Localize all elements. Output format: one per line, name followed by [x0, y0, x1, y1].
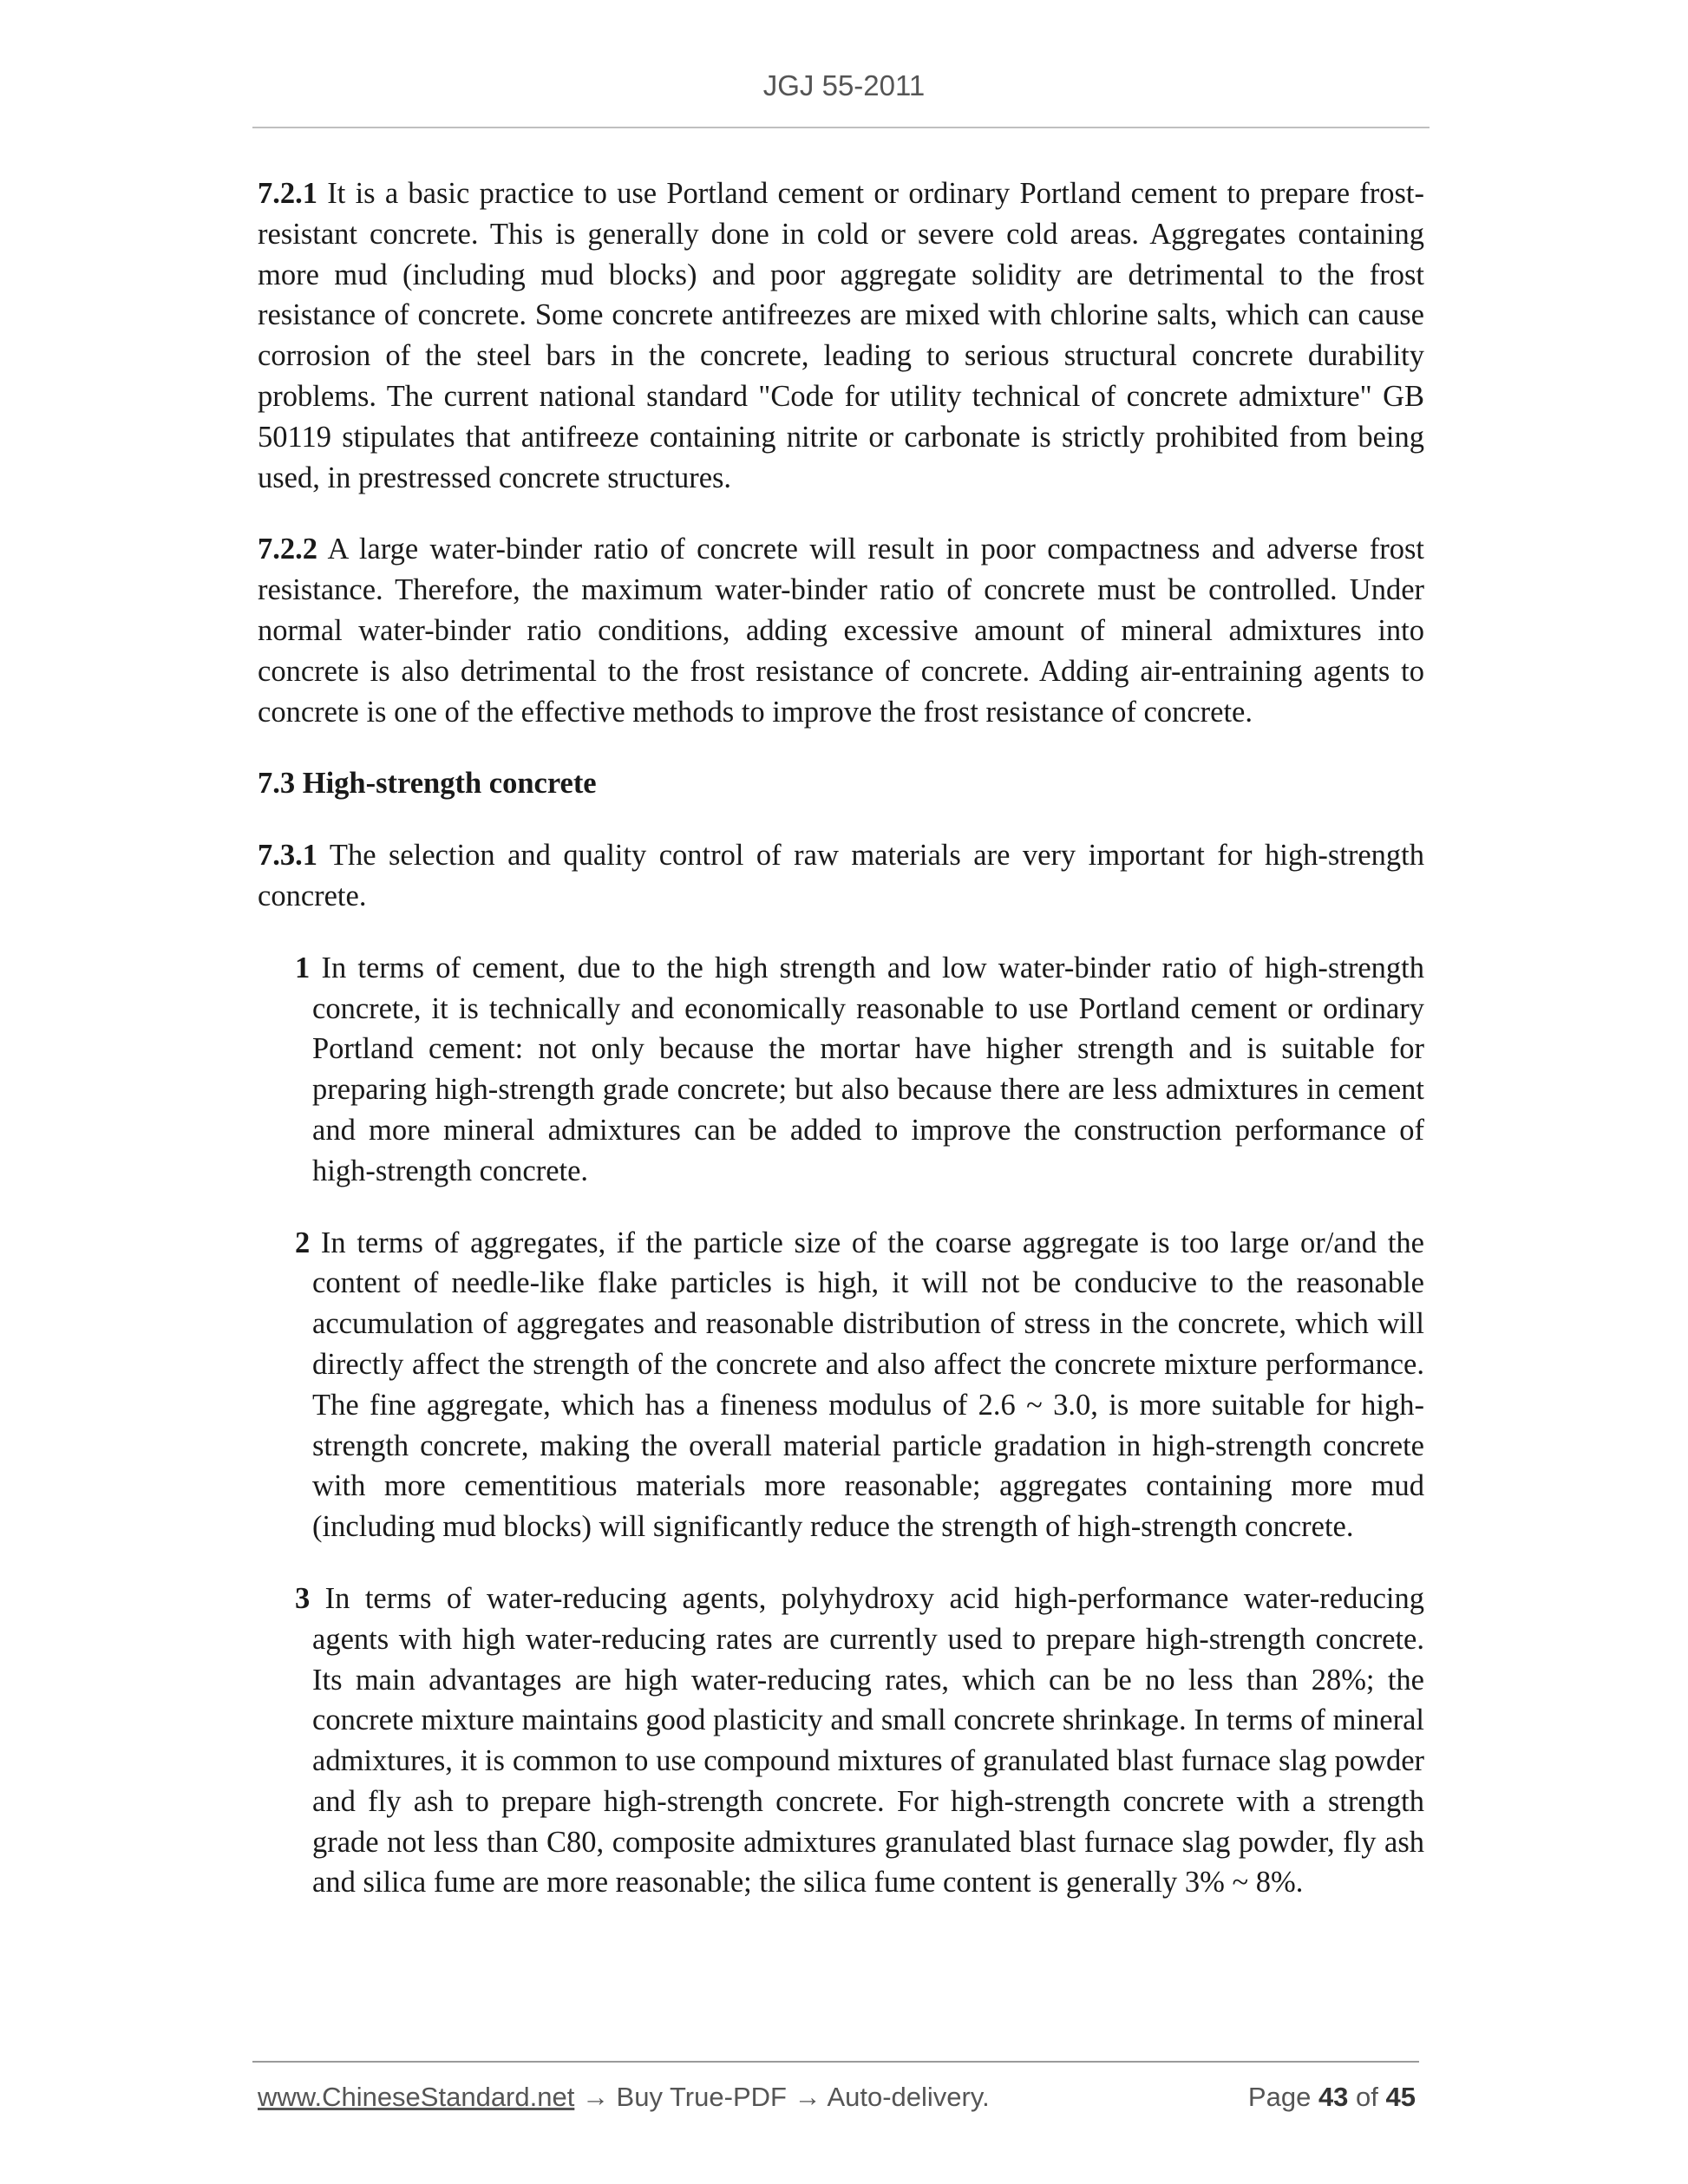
- footer-tagline: → Buy True-PDF → Auto-delivery.: [574, 2082, 990, 2112]
- page-total: 45: [1385, 2082, 1416, 2112]
- footer-divider: [252, 2061, 1419, 2063]
- website-link[interactable]: www.ChineseStandard.net: [258, 2082, 575, 2112]
- clause-number: 7.2.1: [258, 177, 317, 210]
- page-number: [1248, 2082, 1416, 2113]
- list-item-3: [295, 1579, 1424, 1903]
- clause-number: 7.2.2: [258, 533, 317, 566]
- page-current: 43: [1318, 2082, 1349, 2112]
- page-of-label: of: [1348, 2082, 1386, 2112]
- section-heading-7-3: 7.3 High-strength concrete: [258, 767, 597, 801]
- document-body: [258, 173, 1424, 1934]
- item-number: 1: [295, 951, 311, 984]
- item-number: 2: [295, 1226, 311, 1259]
- clause-text: It is a basic practice to use Portland cement or ordinary Portland cement to prepare frost-resistant concrete. This is generally done in cold or severe cold areas. Aggregates containing more mud (including mud blocks) and poor aggregate solidity are detrimental to the frost resistance of concrete. Some concrete antifreezes are mixed with chlorine salts, which can cause corrosion of the steel bars in the concrete, leading to serious structural concrete durability problems. The current national standard "Code for utility technical of concrete admixture" GB 50119 stipulates that antifreeze containing nitrite or carbonate is strictly prohibited from being used, in prestressed concrete structures.: [258, 177, 1424, 494]
- clause-text: A large water-binder ratio of concrete will result in poor compactness and adverse frost resistance. Therefore, the maximum water-binder ratio of concrete must be controlled. Under normal water-binder ratio conditions, adding excessive amount of mineral admixtures into concrete is also detrimental to the frost resistance of concrete. Adding air-entraining agents to concrete is one of the effective methods to improve the frost resistance of concrete.: [258, 533, 1424, 729]
- clause-number: 7.3.1: [258, 839, 317, 873]
- page-label: Page: [1247, 2082, 1318, 2112]
- header-divider: [252, 127, 1430, 128]
- clause-7-2-2: [258, 529, 1424, 732]
- item-text: In terms of water-reducing agents, polyhydroxy acid high-performance water-reducing agents with high water-reducing rates are currently used to prepare high-strength concrete. Its main advantages are high water-reducing rates, which can be no less than 28%; the concrete mixture maintains good plasticity and small concrete shrinkage. In terms of mineral admixtures, it is common to use compound mixtures of granulated blast furnace slag powder and fly ash to prepare high-strength concrete. For high-strength concrete with a strength grade not less than C80, composite admixtures granulated blast furnace slag powder, fly ash and silica fume are more reasonable; the silica fume content is generally 3% ~ 8%.: [310, 1581, 1424, 1900]
- list-item-2: [295, 1223, 1424, 1547]
- item-text: In terms of cement, due to the high strength and low water-binder ratio of high-strength concrete, it is technically and economically reasonable to use Portland cement or ordinary Portland cement: not only because the mortar have higher strength and is suitable for preparing high-strength grade concrete; but also because there are less admixtures in cement and more mineral admixtures can be added to improve the construction performance of high-strength concrete.: [310, 951, 1424, 1187]
- item-text: In terms of aggregates, if the particle size of the coarse aggregate is too large or/and the content of needle-like flake particles is high, it will not be conducive to the reasonable accumulation of aggregates and reasonable distribution of stress in the concrete, which will directly affect the strength of the concrete and also affect the concrete mixture performance. The fine aggregate, which has a fineness modulus of 2.6 ~ 3.0, is more suitable for high-strength concrete, making the overall material particle gradation in high-strength concrete with more cementitious materials more reasonable; aggregates containing more mud (including mud blocks) will significantly reduce the strength of high-strength concrete.: [310, 1226, 1424, 1544]
- document-code-header: JGJ 55-2011: [762, 69, 926, 101]
- list-item-1: [295, 948, 1424, 1192]
- clause-text: The selection and quality control of raw materials are very important for high-strength concrete.: [258, 839, 1424, 912]
- item-number: 3: [295, 1581, 311, 1615]
- clause-7-3-1: [258, 835, 1424, 917]
- footer-promo: [258, 2082, 990, 2113]
- clause-7-2-1: [258, 173, 1424, 498]
